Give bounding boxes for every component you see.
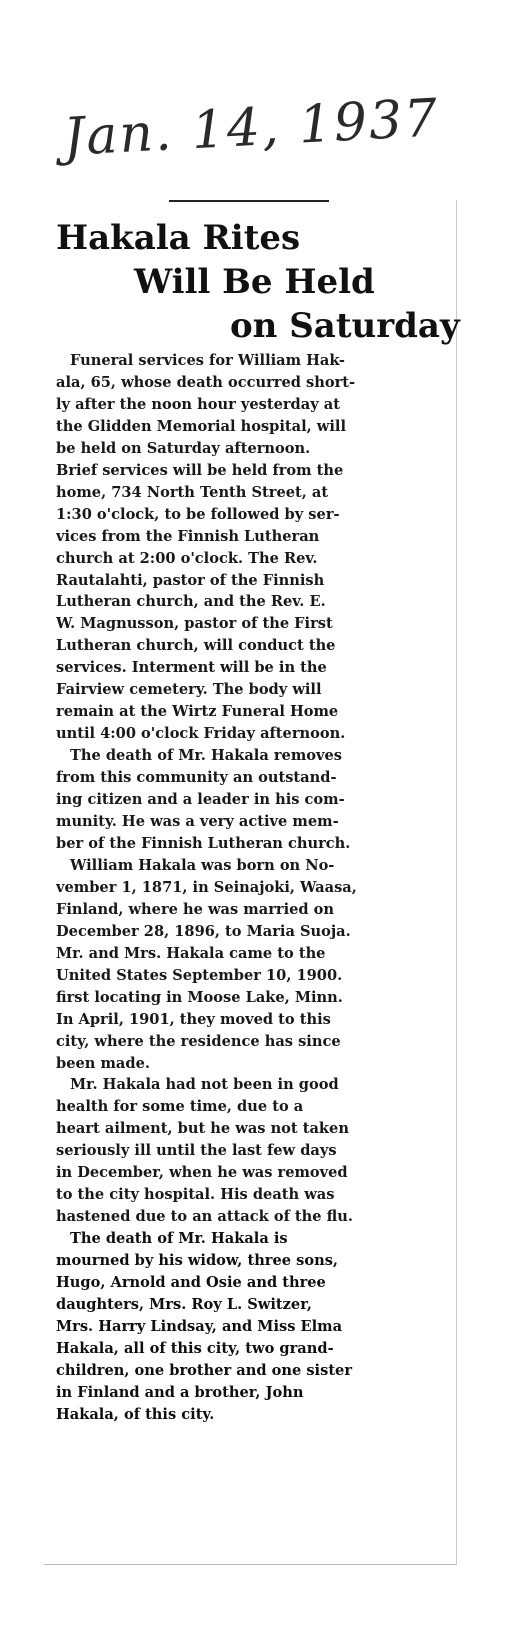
article-line: hastened due to an attack of the flu.: [56, 1208, 353, 1226]
article-line: city, where the residence has since: [56, 1032, 341, 1050]
article-line: vices from the Finnish Lutheran: [56, 527, 320, 545]
article-line: to the city hospital. His death was: [56, 1186, 335, 1204]
article-line: until 4:00 o'clock Friday afternoon.: [56, 725, 346, 743]
headline-line-2: Will Be Held: [134, 262, 375, 302]
article-line: Rautalahti, pastor of the Finnish: [56, 571, 325, 589]
headline-line-1: Hakala Rites: [56, 218, 301, 258]
clipping-bottom-edge: [44, 1564, 456, 1565]
article-line: Hakala, of this city.: [56, 1405, 215, 1423]
article-line: church at 2:00 o'clock. The Rev.: [56, 549, 318, 567]
article-line: services. Interment will be in the: [56, 659, 327, 677]
article-line: from this community an outstand-: [56, 769, 337, 787]
article-line: In April, 1901, they moved to this: [56, 1010, 331, 1028]
newspaper-clipping: [44, 200, 460, 1565]
article-line: children, one brother and one sister: [56, 1361, 353, 1379]
article-line: be held on Saturday afternoon.: [56, 439, 311, 457]
article-line: health for some time, due to a: [56, 1098, 304, 1116]
article-line: Lutheran church, will conduct the: [56, 637, 336, 655]
headline: [44, 216, 460, 348]
article-line: Brief services will be held from the: [56, 461, 344, 479]
article-line: William Hakala was born on No-: [70, 856, 335, 874]
article-line: The death of Mr. Hakala is: [70, 1230, 288, 1248]
article-line: Lutheran church, and the Rev. E.: [56, 593, 326, 611]
article-line: in December, when he was removed: [56, 1164, 348, 1182]
article-line: United States September 10, 1900.: [56, 966, 343, 984]
article-line: in Finland and a brother, John: [56, 1383, 304, 1401]
article-line: Funeral services for William Hak-: [70, 352, 345, 369]
article-line: first locating in Moose Lake, Minn.: [56, 988, 343, 1006]
article-line: Finland, where he was married on: [56, 900, 335, 918]
headline-line-3: on Saturday: [230, 306, 460, 346]
article-line: daughters, Mrs. Roy L. Switzer,: [56, 1295, 312, 1313]
article-line: ing citizen and a leader in his com-: [56, 791, 345, 809]
handwritten-date-note: Jan. 14, 1937: [62, 88, 441, 168]
article-line: mourned by his widow, three sons,: [56, 1252, 338, 1270]
headline-rule: [169, 200, 329, 202]
article-body: [56, 350, 446, 1426]
article-line: Hakala, all of this city, two grand-: [56, 1339, 334, 1357]
article-line: Mrs. Harry Lindsay, and Miss Elma: [56, 1317, 343, 1335]
article-line: December 28, 1896, to Maria Suoja.: [56, 922, 351, 940]
article-line: Mr. and Mrs. Hakala came to the: [56, 944, 326, 962]
article-line: ly after the noon hour yesterday at: [56, 395, 340, 413]
article-line: Mr. Hakala had not been in good: [70, 1076, 339, 1094]
article-line: heart ailment, but he was not taken: [56, 1120, 349, 1138]
article-line: 1:30 o'clock, to be followed by ser-: [56, 505, 340, 523]
article-line: seriously ill until the last few days: [56, 1142, 337, 1160]
article-line: ala, 65, whose death occurred short-: [56, 373, 356, 391]
article-line: ber of the Finnish Lutheran church.: [56, 834, 351, 852]
article-line: W. Magnusson, pastor of the First: [56, 615, 333, 633]
article-line: vember 1, 1871, in Seinajoki, Waasa,: [56, 878, 357, 896]
article-line: Hugo, Arnold and Osie and three: [56, 1274, 326, 1292]
article-line: the Glidden Memorial hospital, will: [56, 417, 346, 435]
article-line: home, 734 North Tenth Street, at: [56, 483, 329, 501]
article-line: remain at the Wirtz Funeral Home: [56, 703, 339, 721]
article-line: been made.: [56, 1054, 150, 1072]
article-line: The death of Mr. Hakala removes: [70, 747, 342, 765]
article-line: munity. He was a very active mem-: [56, 813, 339, 831]
article-line: Fairview cemetery. The body will: [56, 681, 322, 699]
